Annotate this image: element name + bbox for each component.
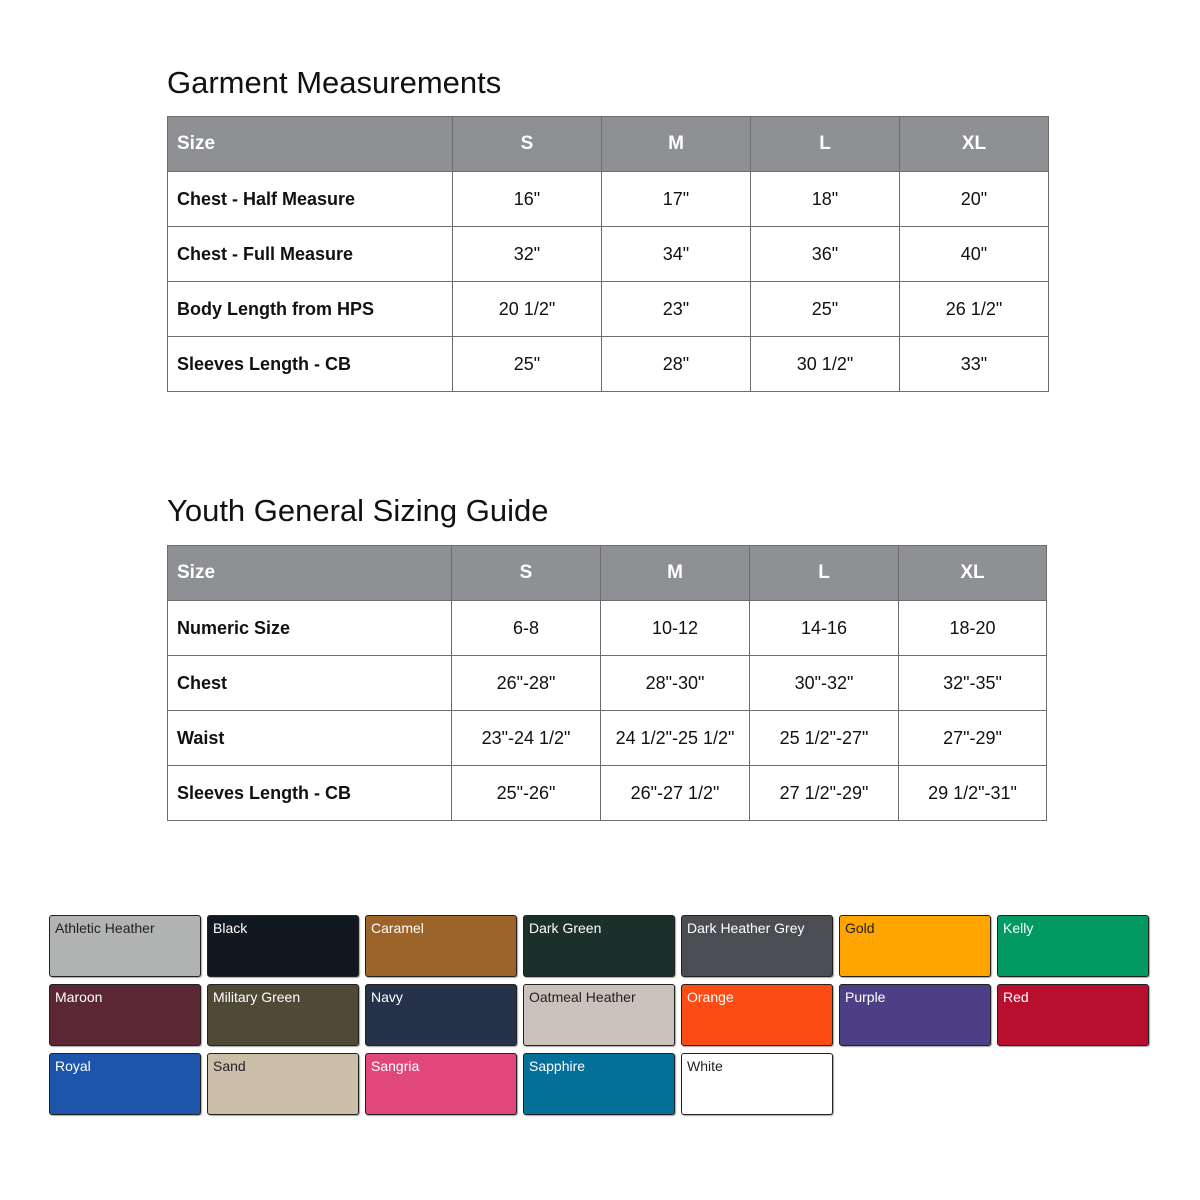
row-label: Waist bbox=[168, 711, 452, 766]
table-cell: 14-16 bbox=[750, 601, 899, 656]
table-cell: 30 1/2" bbox=[751, 337, 900, 392]
color-swatch-sand[interactable]: Sand bbox=[207, 1053, 359, 1115]
table-cell: 18" bbox=[751, 172, 900, 227]
table-cell: 6-8 bbox=[452, 601, 601, 656]
garment-measurements-title: Garment Measurements bbox=[167, 65, 502, 100]
table-cell: 10-12 bbox=[601, 601, 750, 656]
header-m: M bbox=[601, 546, 750, 601]
header-size: Size bbox=[168, 546, 452, 601]
color-swatch-royal[interactable]: Royal bbox=[49, 1053, 201, 1115]
table-row bbox=[168, 172, 1049, 227]
table-cell: 36" bbox=[751, 227, 900, 282]
garment-measurements-table bbox=[167, 116, 1049, 392]
table-cell: 25 1/2"-27" bbox=[750, 711, 899, 766]
table-cell: 27 1/2"-29" bbox=[750, 766, 899, 821]
header-s: S bbox=[452, 546, 601, 601]
table-row bbox=[168, 282, 1049, 337]
table-header-row bbox=[168, 546, 1047, 601]
table-row bbox=[168, 766, 1047, 821]
header-l: L bbox=[750, 546, 899, 601]
table-cell: 25" bbox=[751, 282, 900, 337]
color-swatch-maroon[interactable]: Maroon bbox=[49, 984, 201, 1046]
table-cell: 23" bbox=[602, 282, 751, 337]
row-label: Chest bbox=[168, 656, 452, 711]
youth-sizing-table bbox=[167, 545, 1047, 821]
color-swatch-oatmeal-heather[interactable]: Oatmeal Heather bbox=[523, 984, 675, 1046]
table-row bbox=[168, 711, 1047, 766]
row-label: Sleeves Length - CB bbox=[168, 766, 452, 821]
color-swatch-military-green[interactable]: Military Green bbox=[207, 984, 359, 1046]
table-cell: 24 1/2"-25 1/2" bbox=[601, 711, 750, 766]
table-cell: 32" bbox=[453, 227, 602, 282]
table-header-row bbox=[168, 117, 1049, 172]
row-label: Numeric Size bbox=[168, 601, 452, 656]
table-cell: 26 1/2" bbox=[900, 282, 1049, 337]
table-cell: 40" bbox=[900, 227, 1049, 282]
table-row bbox=[168, 601, 1047, 656]
table-cell: 17" bbox=[602, 172, 751, 227]
color-swatch-sangria[interactable]: Sangria bbox=[365, 1053, 517, 1115]
color-swatch-grid bbox=[49, 915, 1153, 1115]
color-swatch-caramel[interactable]: Caramel bbox=[365, 915, 517, 977]
table-cell: 25"-26" bbox=[452, 766, 601, 821]
color-swatch-black[interactable]: Black bbox=[207, 915, 359, 977]
table-cell: 26"-28" bbox=[452, 656, 601, 711]
table-cell: 28"-30" bbox=[601, 656, 750, 711]
table-cell: 25" bbox=[453, 337, 602, 392]
youth-sizing-guide-title: Youth General Sizing Guide bbox=[167, 493, 549, 528]
row-label: Chest - Full Measure bbox=[168, 227, 453, 282]
color-swatch-gold[interactable]: Gold bbox=[839, 915, 991, 977]
header-m: M bbox=[602, 117, 751, 172]
color-swatch-purple[interactable]: Purple bbox=[839, 984, 991, 1046]
color-swatch-orange[interactable]: Orange bbox=[681, 984, 833, 1046]
table-cell: 30"-32" bbox=[750, 656, 899, 711]
color-swatch-white[interactable]: White bbox=[681, 1053, 833, 1115]
table-cell: 32"-35" bbox=[899, 656, 1047, 711]
color-swatch-red[interactable]: Red bbox=[997, 984, 1149, 1046]
table-cell: 29 1/2"-31" bbox=[899, 766, 1047, 821]
table-cell: 23"-24 1/2" bbox=[452, 711, 601, 766]
header-xl: XL bbox=[900, 117, 1049, 172]
header-l: L bbox=[751, 117, 900, 172]
header-xl: XL bbox=[899, 546, 1047, 601]
color-swatch-sapphire[interactable]: Sapphire bbox=[523, 1053, 675, 1115]
header-size: Size bbox=[168, 117, 453, 172]
row-label: Chest - Half Measure bbox=[168, 172, 453, 227]
table-cell: 18-20 bbox=[899, 601, 1047, 656]
color-swatch-athletic-heather[interactable]: Athletic Heather bbox=[49, 915, 201, 977]
header-s: S bbox=[453, 117, 602, 172]
color-swatch-kelly[interactable]: Kelly bbox=[997, 915, 1149, 977]
table-row bbox=[168, 227, 1049, 282]
color-swatch-navy[interactable]: Navy bbox=[365, 984, 517, 1046]
table-cell: 20" bbox=[900, 172, 1049, 227]
table-cell: 34" bbox=[602, 227, 751, 282]
table-cell: 16" bbox=[453, 172, 602, 227]
table-cell: 26"-27 1/2" bbox=[601, 766, 750, 821]
color-swatch-dark-heather-grey[interactable]: Dark Heather Grey bbox=[681, 915, 833, 977]
table-row bbox=[168, 337, 1049, 392]
table-cell: 20 1/2" bbox=[453, 282, 602, 337]
table-cell: 33" bbox=[900, 337, 1049, 392]
row-label: Body Length from HPS bbox=[168, 282, 453, 337]
color-swatch-dark-green[interactable]: Dark Green bbox=[523, 915, 675, 977]
row-label: Sleeves Length - CB bbox=[168, 337, 453, 392]
table-row bbox=[168, 656, 1047, 711]
table-cell: 27"-29" bbox=[899, 711, 1047, 766]
table-cell: 28" bbox=[602, 337, 751, 392]
